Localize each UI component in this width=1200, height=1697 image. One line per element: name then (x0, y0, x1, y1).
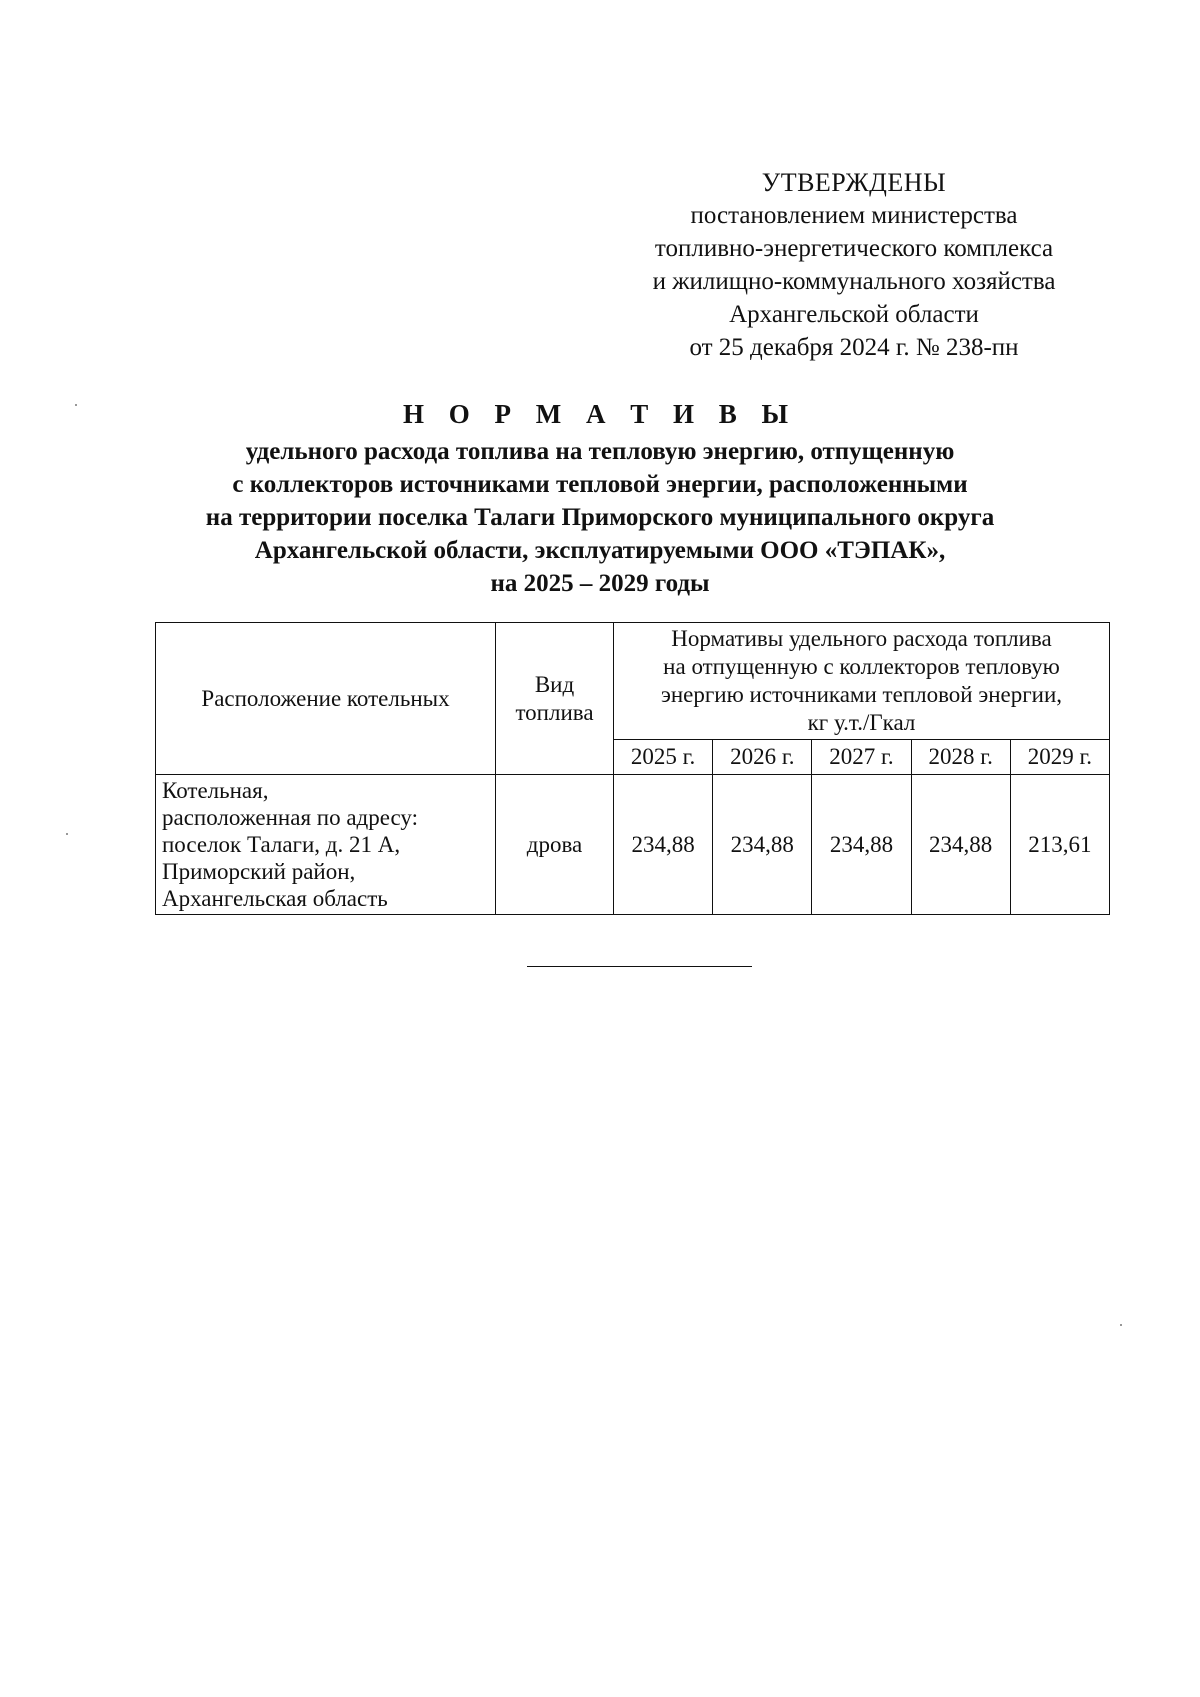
title-line: на 2025 – 2029 годы (490, 570, 710, 597)
cell-value: 234,88 (614, 775, 713, 915)
cell-value: 234,88 (713, 775, 812, 915)
header-year: 2028 г. (911, 740, 1010, 775)
header-norms (614, 623, 1110, 740)
approval-heading: УТВЕРЖДЕНЫ (761, 168, 947, 197)
header-norms-line: Нормативы удельного расхода топлива (671, 626, 1052, 651)
title-line: с коллекторов источниками тепловой энергии, расположенными (232, 471, 968, 498)
closing-rule (527, 966, 752, 967)
header-year: 2027 г. (812, 740, 911, 775)
header-norms-line: на отпущенную с коллекторов тепловую (663, 654, 1060, 679)
header-location: Расположение котельных (156, 623, 496, 775)
header-year: 2025 г. (614, 740, 713, 775)
cell-value: 234,88 (911, 775, 1010, 915)
approval-block (620, 166, 1088, 364)
cell-value: 213,61 (1010, 775, 1109, 915)
location-line: Архангельская область (162, 886, 388, 911)
header-year: 2029 г. (1010, 740, 1109, 775)
approval-line: от 25 декабря 2024 г. № 238-пн (689, 334, 1019, 361)
title-main: Н О Р М А Т И В Ы (402, 399, 797, 429)
approval-line: Архангельской области (729, 301, 979, 328)
approval-line: постановлением министерства (690, 202, 1018, 229)
header-fuel-line: топлива (515, 699, 594, 725)
location-line: Котельная, (162, 778, 269, 803)
scan-speck (75, 404, 77, 406)
header-norms-line: энергию источниками тепловой энергии, (660, 682, 1063, 707)
approval-line: и жилищно-коммунального хозяйства (652, 268, 1056, 295)
title-line: на территории поселка Талаги Приморского муниципального округа (205, 504, 995, 531)
header-norms-line: кг у.т./Гкал (807, 710, 916, 735)
scan-speck (66, 833, 68, 835)
location-line: расположенная по адресу: (162, 805, 419, 830)
location-line: поселок Талаги, д. 21 А, (162, 832, 401, 857)
cell-value: 234,88 (812, 775, 911, 915)
document-title (100, 398, 1100, 600)
title-line: Архангельской области, эксплуатируемыми ООО «ТЭПАК», (254, 537, 946, 564)
title-line: удельного расхода топлива на тепловую энергию, отпущенную (245, 438, 955, 465)
table-header-row (156, 623, 1110, 740)
norms-table (155, 622, 1110, 915)
cell-fuel: дрова (496, 775, 614, 915)
header-year: 2026 г. (713, 740, 812, 775)
location-line: Приморский район, (162, 859, 356, 884)
approval-line: топливно-энергетического комплекса (654, 235, 1054, 262)
header-fuel (496, 623, 614, 775)
header-fuel-line: Вид (534, 671, 575, 697)
table-row (156, 775, 1110, 915)
scan-speck (1120, 1324, 1122, 1326)
cell-location (156, 775, 496, 915)
